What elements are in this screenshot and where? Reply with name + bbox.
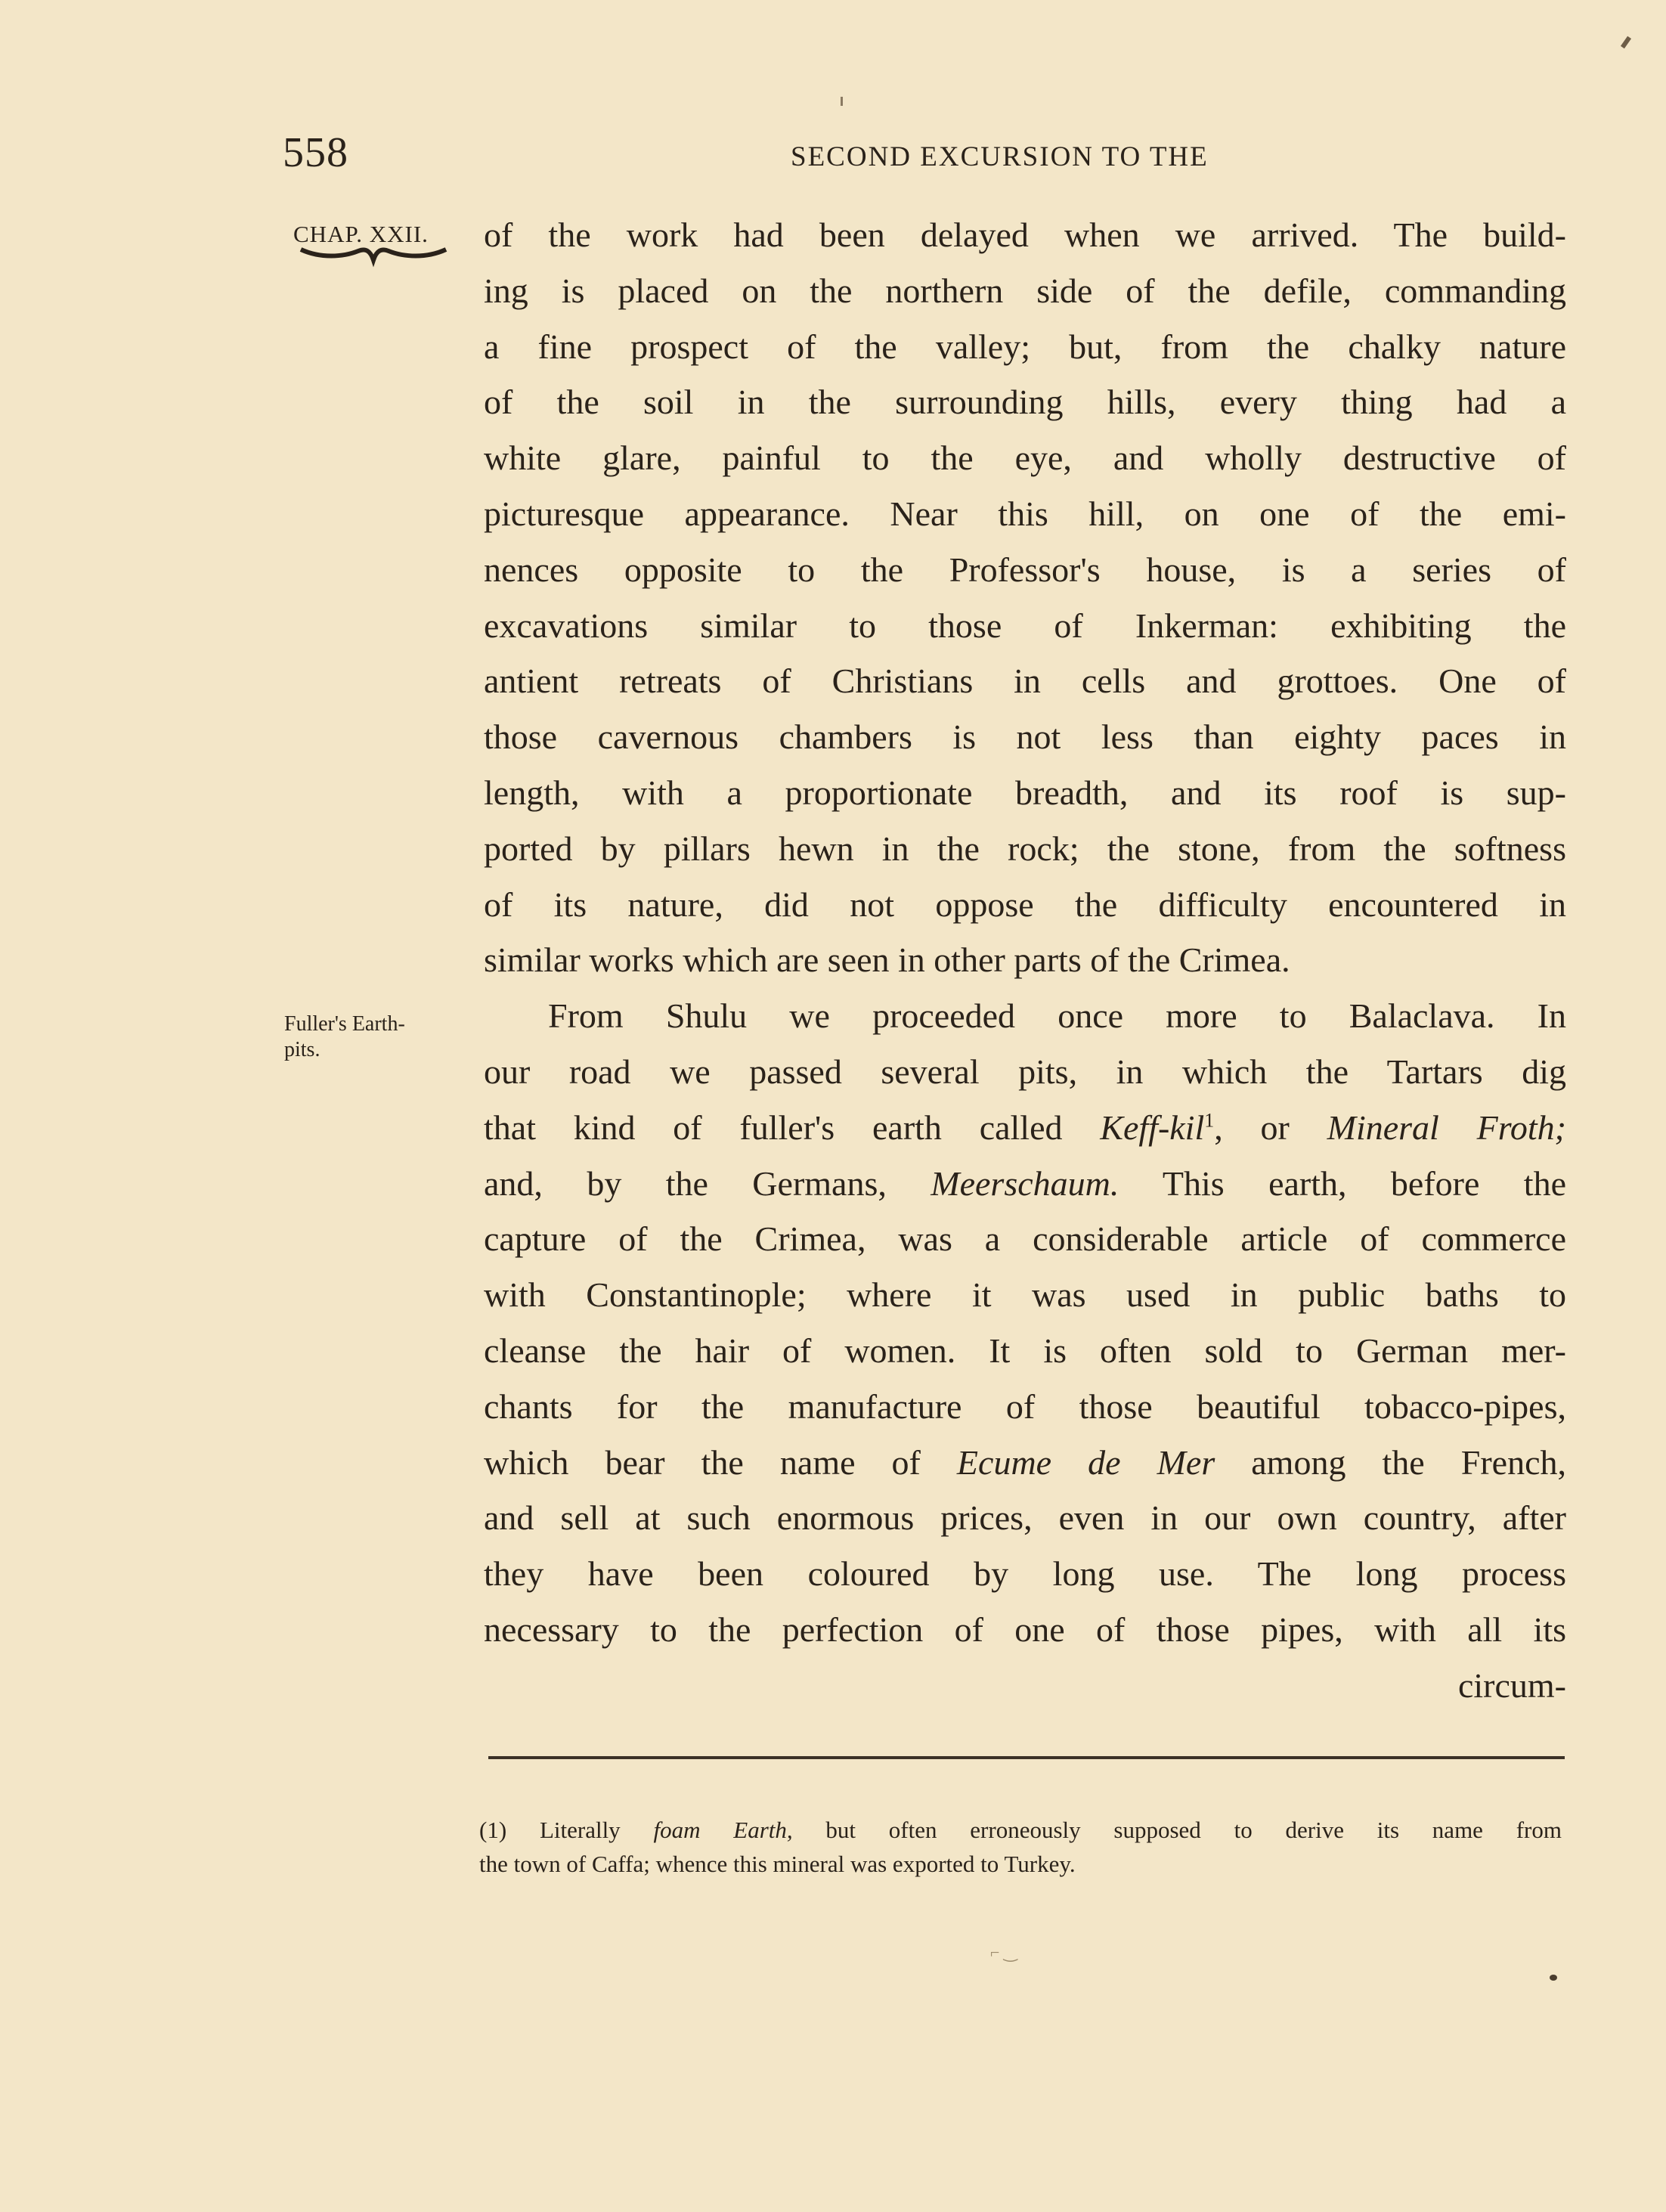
margin-note-line: Fuller's Earth-	[284, 1012, 405, 1036]
text-line: necessary to the perfection of one of those pipes, with all its	[484, 1609, 1566, 1649]
margin-mark	[1621, 36, 1631, 49]
text-line	[484, 1156, 1566, 1212]
text-line	[484, 1100, 1566, 1156]
text-line: picturesque appearance. Near this hill, on one of the emi-	[484, 494, 1566, 533]
footnote-marker: (1)	[479, 1817, 507, 1843]
paper-blemish: ⌐ ‿	[990, 1943, 1017, 1962]
paper-blemish	[1550, 1975, 1557, 1981]
text-span: This earth, before the	[1119, 1163, 1566, 1203]
text-span: among the French,	[1215, 1442, 1566, 1482]
footnote-line	[479, 1813, 1562, 1847]
text-span: Literally	[539, 1817, 654, 1843]
chapter-label: CHAP. XXII.	[293, 221, 429, 247]
italic-term: Mineral Froth;	[1327, 1108, 1566, 1147]
text-line: our road we passed several pits, in which the Tartars dig	[484, 1052, 1566, 1091]
footnote	[479, 1813, 1562, 1881]
text-line: From Shulu we proceeded once more to Balaclava. In	[548, 996, 1566, 1036]
margin-mark	[841, 97, 843, 106]
text-line: similar works which are seen in other parts of the Crimea.	[484, 940, 1290, 980]
text-line: white glare, painful to the eye, and wholly destructive of	[484, 438, 1566, 478]
text-span: and, by the Germans,	[484, 1163, 931, 1203]
text-line: of the soil in the surrounding hills, every thing had a	[484, 383, 1566, 422]
text-line: those cavernous chambers is not less than eighty paces in	[484, 717, 1566, 757]
text-line	[484, 1435, 1566, 1491]
text-span: which bear the name of	[484, 1442, 957, 1482]
margin-note	[284, 1012, 405, 1063]
footnote-ref: 1	[1204, 1109, 1215, 1132]
text-span: that kind of fuller's earth called	[484, 1108, 1101, 1147]
text-line: they have been coloured by long use. The long process	[484, 1554, 1566, 1594]
page-number: 558	[283, 129, 348, 176]
text-line: ing is placed on the northern side of the defile, commanding	[484, 271, 1566, 310]
italic-term: foam Earth,	[653, 1817, 793, 1843]
text-line: chants for the manufacture of those beautiful tobacco-pipes,	[484, 1386, 1566, 1426]
text-line: with Constantinople; where it was used in public baths to	[484, 1275, 1566, 1315]
text-line: of its nature, did not oppose the difficulty encountered in	[484, 884, 1566, 924]
text-span: but often erroneously supposed to derive its name from	[792, 1817, 1562, 1843]
text-line: capture of the Crimea, was a considerable article of commerce	[484, 1219, 1566, 1259]
running-head: SECOND EXCURSION TO THE	[791, 141, 1209, 172]
footnote-rule	[488, 1756, 1565, 1759]
text-span: , or	[1214, 1108, 1327, 1147]
text-line: excavations similar to those of Inkerman: exhibiting the	[484, 606, 1566, 645]
margin-note-line: pits.	[284, 1038, 321, 1061]
text-line: length, with a proportionate breadth, and its roof is sup-	[484, 773, 1566, 812]
footnote-line: the town of Caffa; whence this mineral was exported to Turkey.	[479, 1851, 1076, 1877]
italic-term: Meerschaum.	[931, 1163, 1119, 1203]
text-line: antient retreats of Christians in cells and grottoes. One of	[484, 661, 1566, 701]
body-text	[484, 207, 1566, 1714]
text-line: ported by pillars hewn in the rock; the stone, from the softness	[484, 829, 1566, 868]
italic-term: Ecume de Mer	[956, 1442, 1215, 1482]
text-line: of the work had been delayed when we arrived. The build-	[484, 215, 1566, 254]
text-line: and sell at such enormous prices, even in our own country, after	[484, 1498, 1566, 1538]
catchword: circum-	[1457, 1665, 1566, 1705]
italic-term: Keff-kil	[1100, 1108, 1205, 1147]
text-line: nences opposite to the Professor's house, is a series of	[484, 550, 1566, 589]
text-line: cleanse the hair of women. It is often sold to German mer-	[484, 1331, 1566, 1370]
text-line: a fine prospect of the valley; but, from the chalky nature	[484, 327, 1566, 366]
chapter-ornament-icon	[298, 243, 449, 269]
